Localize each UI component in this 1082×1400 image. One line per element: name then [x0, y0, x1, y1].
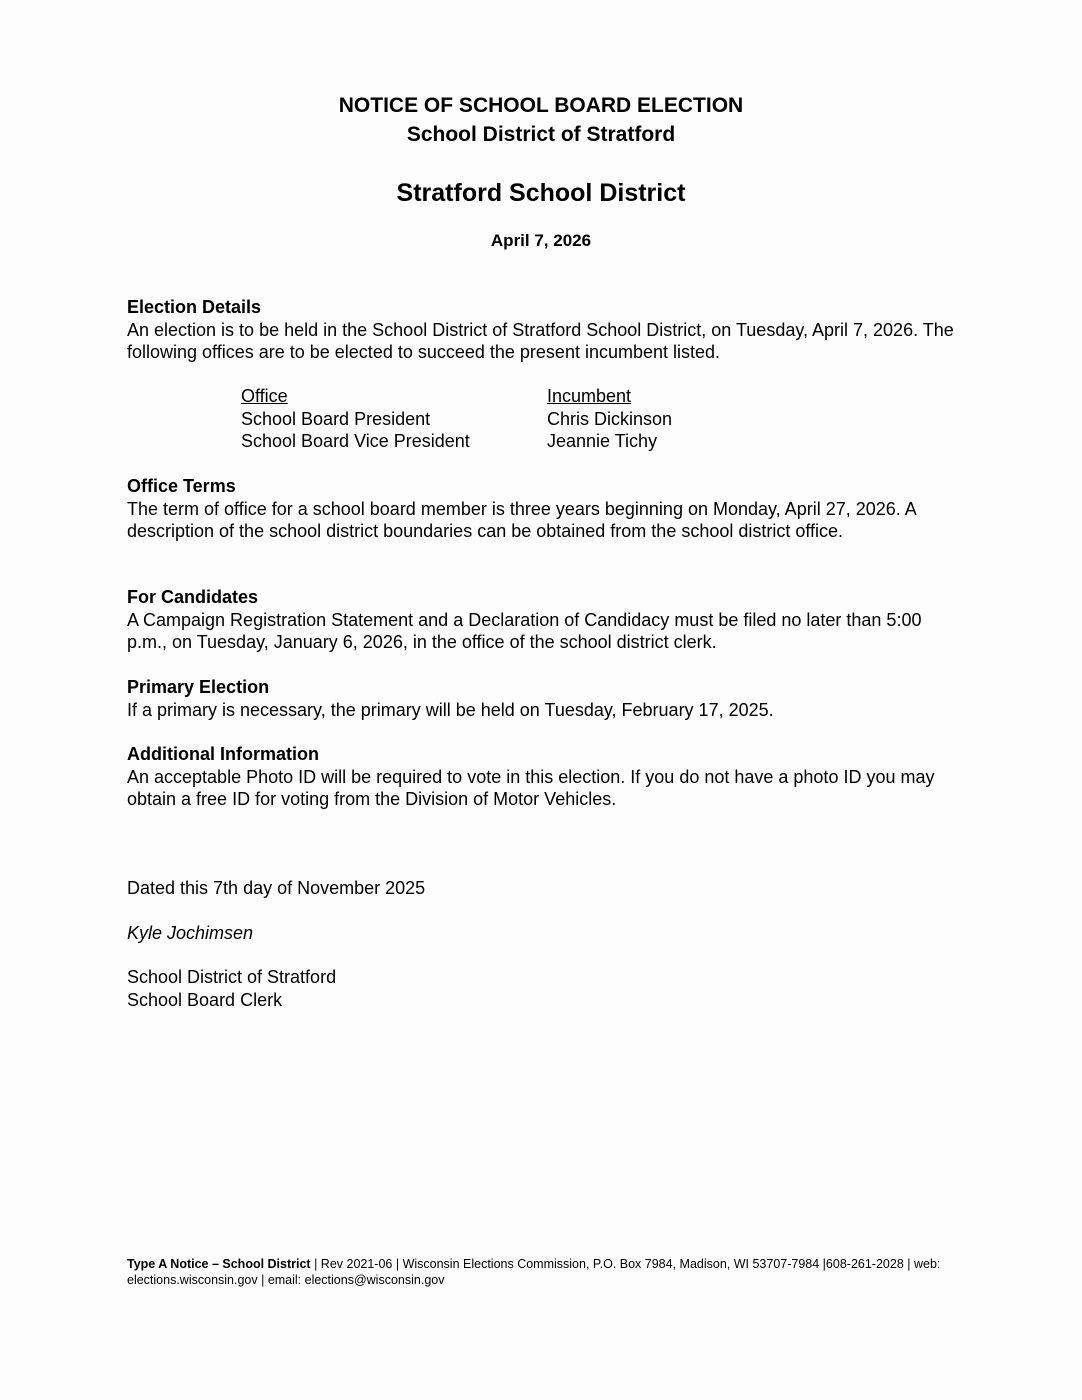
- offices-table: [241, 385, 747, 453]
- office-terms-text: The term of office for a school board member is three years beginning on Monday, April 27, 2026. A description of the school district boundaries can be obtained from the school district office.: [127, 498, 916, 541]
- signer-organization: School District of Stratford: [127, 967, 337, 987]
- notice-title: NOTICE OF SCHOOL BOARD ELECTION: [338, 94, 744, 117]
- table-row: [241, 408, 747, 431]
- additional-info-text: An acceptable Photo ID will be required to vote in this election. If you do not have a photo ID you may obtain a free ID for voting from the Division of Motor Vehicles.: [127, 766, 935, 809]
- additional-info-heading: Additional Information: [127, 744, 319, 764]
- office-terms-section: [127, 475, 957, 543]
- office-column-header: Office: [241, 386, 288, 406]
- for-candidates-section: [127, 586, 957, 654]
- election-details-heading: Election Details: [127, 297, 262, 317]
- signer-name: Kyle Jochimsen: [127, 923, 254, 943]
- signer-role: School Board Clerk: [127, 990, 283, 1010]
- office-terms-heading: Office Terms: [127, 476, 236, 496]
- for-candidates-heading: For Candidates: [127, 587, 259, 607]
- primary-election-heading: Primary Election: [127, 677, 270, 697]
- offices-table-header: [241, 385, 747, 408]
- footer-text: | Rev 2021-06 | Wisconsin Elections Commission, P.O. Box 7984, Madison, WI 53707-7984 |608-261-2028 | web: elections.wisconsin.gov | email: elections@wisconsin.gov: [127, 1257, 941, 1287]
- election-details-text: An election is to be held in the School District of Stratford School District, on Tuesday, April 7, 2026. The following offices are to be elected to succeed the present incumbent listed.: [127, 319, 954, 362]
- election-details-section: [127, 296, 957, 364]
- incumbent-cell: Chris Dickinson: [547, 408, 673, 429]
- election-date: April 7, 2026: [490, 231, 592, 250]
- footer-label: Type A Notice – School District: [127, 1257, 311, 1271]
- for-candidates-text: A Campaign Registration Statement and a Declaration of Candidacy must be filed no later than 5:00 p.m., on Tuesday, January 6, 2026, in the office of the school district clerk.: [127, 609, 922, 652]
- incumbent-column-header: Incumbent: [547, 386, 632, 406]
- dated-line: Dated this 7th day of November 2025: [127, 878, 426, 898]
- office-cell: School Board Vice President: [241, 431, 470, 451]
- form-footer: [127, 1256, 957, 1288]
- table-row: [241, 430, 747, 453]
- office-cell: School Board President: [241, 408, 431, 429]
- notice-subtitle: School District of Stratford: [406, 123, 676, 146]
- district-title: Stratford School District: [396, 179, 686, 207]
- primary-election-section: [127, 676, 957, 721]
- primary-election-text: If a primary is necessary, the primary will be held on Tuesday, February 17, 2025.: [127, 699, 774, 720]
- additional-info-section: [127, 743, 957, 811]
- incumbent-cell: Jeannie Tichy: [547, 431, 658, 451]
